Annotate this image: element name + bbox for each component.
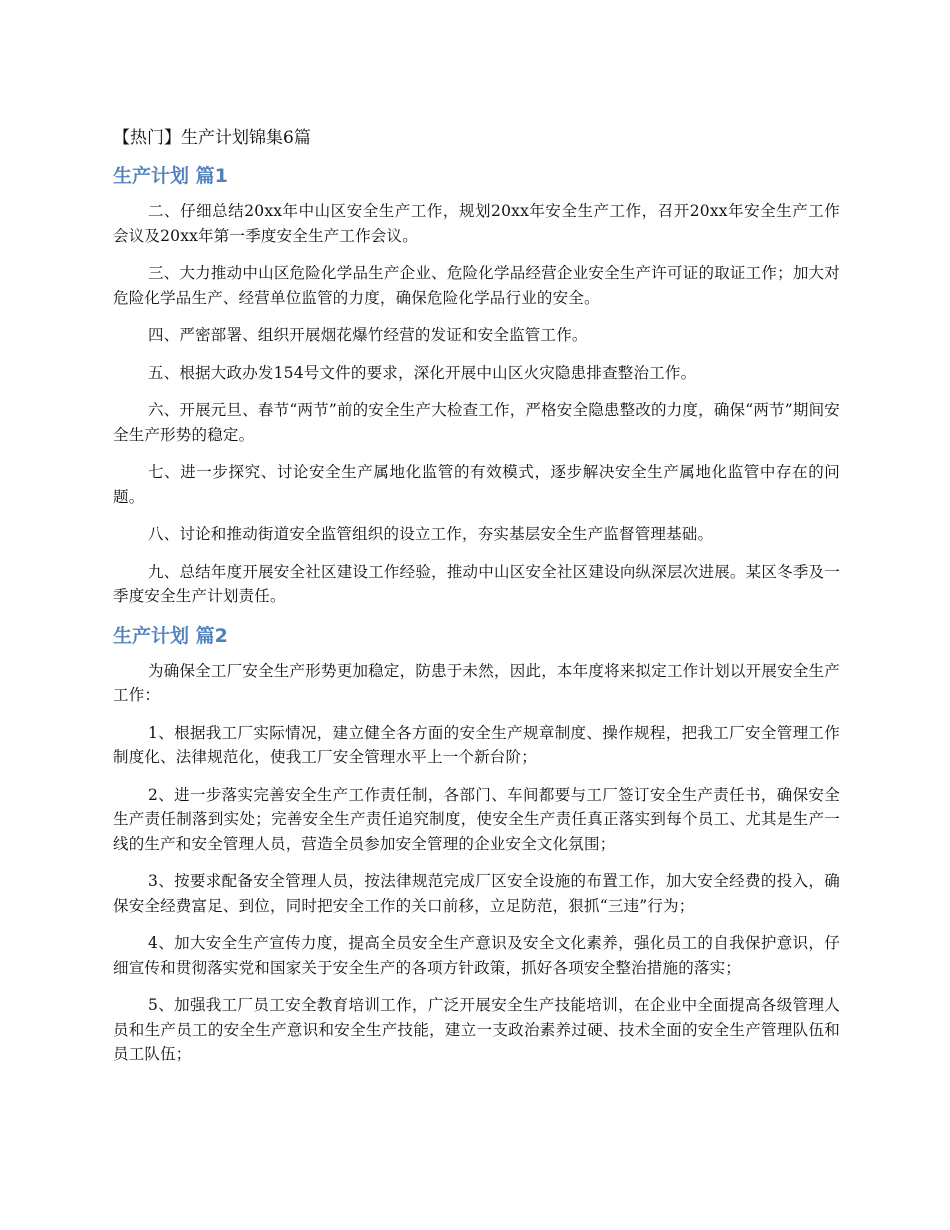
paragraph: 4、加大安全生产宣传力度，提高全员安全生产意识及安全文化素养，强化员工的自我保护意识，仔细宣传和贯彻落实党和国家关于安全生产的各项方针政策，抓好各项安全整治措施的落实； [113, 934, 840, 977]
paragraph: 九、总结年度开展安全社区建设工作经验，推动中山区安全社区建设向纵深层次进展。某区冬季及一季度安全生产计划责任。 [113, 562, 840, 605]
paragraph: 3、按要求配备安全管理人员，按法律规范完成厂区安全设施的布置工作，加大安全经费的投入，确保安全经费富足、到位，同时把安全工作的关口前移，立足防范，狠抓“三违”行为； [113, 872, 840, 915]
section-2 [113, 623, 840, 1067]
document-title: 【热门】生产计划锦集6篇 [113, 128, 311, 148]
document-body [113, 126, 840, 1080]
paragraph: 1、根据我工厂实际情况，建立健全各方面的安全生产规章制度、操作规程，把我工厂安全管理工作制度化、法律规范化，使我工厂安全管理水平上一个新台阶； [113, 723, 840, 766]
paragraph: 七、进一步探究、讨论安全生产属地化监管的有效模式，逐步解决安全生产属地化监管中存在的问题。 [113, 463, 840, 506]
paragraph: 2、进一步落实完善安全生产工作责任制，各部门、车间都要与工厂签订安全生产责任书，确保安全生产责任制落到实处；完善安全生产责任追究制度，使安全生产责任真正落实到每个员工、尤其是生产一线的生产和安全管理人员，营造全员参加安全管理的企业安全文化氛围； [113, 785, 840, 853]
paragraph: 四、严密部署、组织开展烟花爆竹经营的发证和安全监管工作。 [148, 326, 588, 344]
paragraph: 5、加强我工厂员工安全教育培训工作，广泛开展安全生产技能培训，在企业中全面提高各级管理人员和生产员工的安全生产意识和安全生产技能，建立一支政治素养过硬、技术全面的安全生产管理队伍和员工队伍； [113, 996, 840, 1063]
section-heading: 生产计划 篇2 [113, 624, 228, 647]
paragraph: 六、开展元旦、春节“两节”前的安全生产大检查工作，严格安全隐患整改的力度，确保“两节”期间安全生产形势的稳定。 [113, 401, 840, 444]
paragraph: 二、仔细总结20xx年中山区安全生产工作，规划20xx年安全生产工作，召开20xx年安全生产工作会议及20xx年第一季度安全生产工作会议。 [113, 202, 840, 245]
paragraph: 八、讨论和推动街道安全监管组织的设立工作，夯实基层安全生产监督管理基础。 [148, 525, 714, 543]
paragraph: 为确保全工厂安全生产形势更加稳定，防患于未然，因此，本年度将来拟定工作计划以开展安全生产工作： [113, 661, 840, 704]
paragraph: 三、大力推动中山区危险化学品生产企业、危险化学品经营企业安全生产许可证的取证工作；加大对危险化学品生产、经营单位监管的力度，确保危险化学品行业的安全。 [113, 264, 840, 307]
section-heading: 生产计划 篇1 [113, 165, 228, 187]
paragraph: 五、根据大政办发154号文件的要求，深化开展中山区火灾隐患排查整治工作。 [148, 363, 697, 382]
section-1 [113, 163, 840, 609]
